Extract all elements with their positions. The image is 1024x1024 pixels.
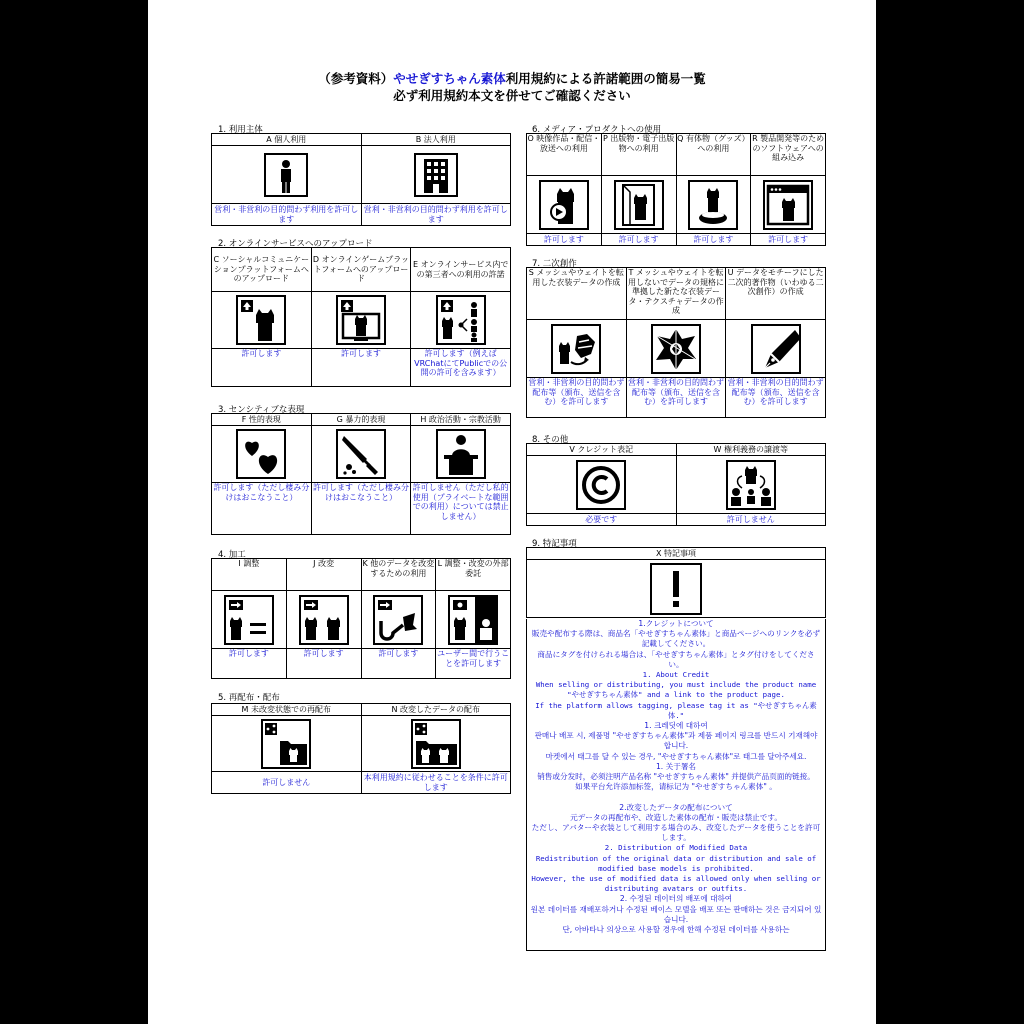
section-9-title: 9. 特記事項	[532, 539, 577, 549]
cell-label: T メッシュやウェイトを転用しないでデータの規格に準拠した新たな衣装データ・テクスチャデータの作成	[626, 268, 726, 320]
podium-icon	[436, 429, 486, 479]
cell-label: G 暴力的表現	[311, 414, 411, 426]
outfit-icon	[551, 324, 601, 374]
cell-label: E オンラインサービス内での第三者への利用の許諾	[411, 248, 511, 292]
permission-text: 許可しません（ただし私的使用（プライベートな範囲での利用）については禁止しません）	[411, 483, 511, 535]
upload-cat-icon	[236, 295, 286, 345]
cell-label: W 権利義務の譲渡等	[676, 444, 826, 456]
permission-text: 本利用規約に従わせることを条件に許可します	[361, 772, 511, 794]
note-line: 商品にタグを付けられる場合は、「やせぎすちゃん素体」とタグ付けをしてください。	[537, 649, 815, 669]
note-line: 2. 수정된 데이터의 배포에 대하여	[619, 894, 733, 904]
permission-text: 許可します	[361, 649, 436, 679]
section-2-table	[211, 247, 511, 387]
transfer-icon	[726, 460, 776, 510]
cell-label: M 未改変状態での再配布	[212, 704, 362, 716]
permission-text: 必要です	[527, 514, 677, 526]
section-4-table	[211, 558, 511, 679]
permission-text: 許可します	[212, 649, 287, 679]
section-7-title: 7. 二次創作	[532, 259, 577, 269]
note-line: 元データの再配布や、改造した素体の配布・販売は禁止です。	[570, 812, 782, 822]
permission-text: 許可しません	[676, 514, 826, 526]
cell-label: Q 有体物（グッズ）への利用	[676, 134, 751, 176]
video-icon	[539, 180, 589, 230]
permission-text: 許可します	[212, 349, 312, 387]
special-notes	[526, 619, 826, 951]
document-page	[148, 0, 876, 1024]
note-line: If the platform allows tagging, please tag it as "やせぎすちゃん素体."	[535, 700, 817, 720]
note-line	[527, 792, 825, 802]
permission-text: 許可します	[676, 234, 751, 246]
permission-text: 営利・非営利の目的問わず配布等（頒布、送信を含む）を許可します	[527, 378, 627, 418]
section-7-table	[526, 267, 826, 418]
hearts-icon	[236, 429, 286, 479]
note-line: ただし、アバターや衣装として利用する場合のみ、改変したデータを使うことを許可します。	[531, 823, 821, 843]
building-icon	[414, 153, 458, 197]
note-line: Redistribution of the original data or distribution and sale of modified base models is prohibited.	[535, 853, 817, 873]
cell-label: F 性的表現	[212, 414, 312, 426]
note-line: 1.クレジットについて	[638, 619, 714, 628]
cell-label: I 調整	[212, 559, 287, 591]
cell-label: B 法人利用	[361, 134, 511, 146]
cell-label: D オンラインゲームプラットフォームへのアップロード	[311, 248, 411, 292]
note-line: 销售或分发时，必须注明产品名称 "やせぎすちゃん素体" 并提供产品页面的链接。	[537, 772, 815, 782]
permission-text: ユーザー間で行うことを許可します	[436, 649, 511, 679]
note-line: 販売や配布する際は、商品名「やせぎすちゃん素体」と商品ページへのリンクを必ず記載してください。	[531, 629, 821, 649]
section-6-title: 6. メディア・プロダクトへの使用	[532, 125, 662, 135]
permission-text: 許可します	[751, 234, 826, 246]
note-line: When selling or distributing, you must include the product name "やせぎすちゃん素体" and a link to the product page.	[535, 680, 817, 700]
modified-share-icon	[411, 719, 461, 769]
copyright-icon	[576, 460, 626, 510]
cell-label: U データをモチーフにした二次的著作物（いわゆる二次創作）の作成	[726, 268, 826, 320]
transform-icon	[373, 595, 423, 645]
permission-text: 許可します	[601, 234, 676, 246]
section-5-title: 5. 再配布・配布	[218, 693, 280, 703]
section-4-title: 4. 加工	[218, 550, 246, 560]
upload-game-icon	[336, 295, 386, 345]
section-8-title: 8. その他	[532, 435, 569, 445]
cell-label: P 出版物・電子出版物への利用	[601, 134, 676, 176]
section-8-table	[526, 443, 826, 526]
permission-text: 営利・非営利の目的問わず利用を許可します	[212, 204, 362, 226]
book-icon	[614, 180, 664, 230]
permission-text: 許可します	[286, 649, 361, 679]
note-line: 如果平台允许添加标签，请标记为 "やせぎすちゃん素体" 。	[575, 782, 777, 792]
cell-label: J 改変	[286, 559, 361, 591]
note-line: However, the use of modified data is allowed only when selling or distributing avatars or outfits.	[531, 874, 821, 894]
section-9-table	[526, 547, 826, 618]
section-1-title: 1. 利用主体	[218, 125, 263, 135]
software-icon	[763, 180, 813, 230]
note-line: 원본 데이터를 재배포하거나 수정된 베이스 모델을 배포 또는 판매하는 것은 금지되어 있습니다.	[530, 904, 822, 924]
adjust-icon	[224, 595, 274, 645]
section-1-table	[211, 133, 511, 226]
cell-label: N 改変したデータの配布	[361, 704, 511, 716]
note-line: 1. About Credit	[642, 670, 710, 680]
permission-text: 営利・非営利の目的問わず配布等（頒布、送信を含む）を許可します	[626, 378, 726, 418]
cell-label: V クレジット表記	[527, 444, 677, 456]
modify-icon	[299, 595, 349, 645]
document-title: （参考資料）やせぎすちゃん素体利用規約による許諾範囲の簡易一覧	[318, 71, 706, 86]
note-line: 2. Distribution of Modified Data	[604, 843, 748, 853]
folder-share-icon	[261, 719, 311, 769]
person-icon	[264, 153, 308, 197]
document-subtitle: 必ず利用規約本文を併せてご確認ください	[393, 88, 631, 103]
notes-body	[527, 619, 825, 935]
permission-text: 許可しません	[212, 772, 362, 794]
note-line: 1. 关于署名	[655, 761, 697, 771]
section-6-table	[526, 133, 826, 246]
permission-text: 許可します（ただし棲み分けはおこなうこと）	[311, 483, 411, 535]
texture-icon	[651, 324, 701, 374]
cell-label: S メッシュやウェイトを転用した衣装データの作成	[527, 268, 627, 320]
cell-label: H 政治活動・宗教活動	[411, 414, 511, 426]
cell-label: R 製品開発等のためのソフトウェアへの組み込み	[751, 134, 826, 176]
note-line: 단, 아바타나 의상으로 사용할 경우에 한해 수정된 데이터를 사용하는	[562, 925, 790, 935]
section-3-title: 3. センシティブな表現	[218, 405, 305, 415]
permission-text: 許可します	[311, 349, 411, 387]
pen-icon	[751, 324, 801, 374]
note-line: 판매나 배포 시, 제품명 "やせぎすちゃん素体"과 제품 페이지 링크를 반드시 기재해야 합니다.	[534, 731, 818, 751]
permission-text: 許可します	[527, 234, 602, 246]
permission-text: 営利・非営利の目的問わず配布等（頒布、送信を含む）を許可します	[726, 378, 826, 418]
section-5-table	[211, 703, 511, 794]
cell-label: X 特記事項	[527, 548, 826, 560]
exclamation-icon	[650, 563, 702, 615]
outsource-icon	[448, 595, 498, 645]
permission-text: 営利・非営利の目的問わず利用を許可します	[361, 204, 511, 226]
note-line: 2.改変したデータの配布について	[619, 802, 733, 812]
cell-label: L 調整・改変の外部委託	[436, 559, 511, 591]
permission-text: 許可します（ただし棲み分けはおこなうこと）	[212, 483, 312, 535]
note-line: 1. 크레딧에 대하여	[644, 721, 708, 731]
cell-label: A 個人利用	[212, 134, 362, 146]
cell-label: O 映像作品・配信・放送への利用	[527, 134, 602, 176]
section-3-table	[211, 413, 511, 535]
permission-text: 許可します（例えばVRChatにてPublicでの公開の許可を含みます）	[411, 349, 511, 387]
cell-label: C ソーシャルコミュニケーションプラットフォームへのアップロード	[212, 248, 312, 292]
figure-icon	[688, 180, 738, 230]
cell-label: K 他のデータを改変するための利用	[361, 559, 436, 591]
share-users-icon	[436, 295, 486, 345]
note-line: 마켓에서 태그를 달 수 있는 경우, "やせぎすちゃん素体"로 태그를 달아주세요.	[545, 751, 807, 761]
knife-icon	[336, 429, 386, 479]
section-2-title: 2. オンラインサービスへのアップロード	[218, 239, 373, 249]
